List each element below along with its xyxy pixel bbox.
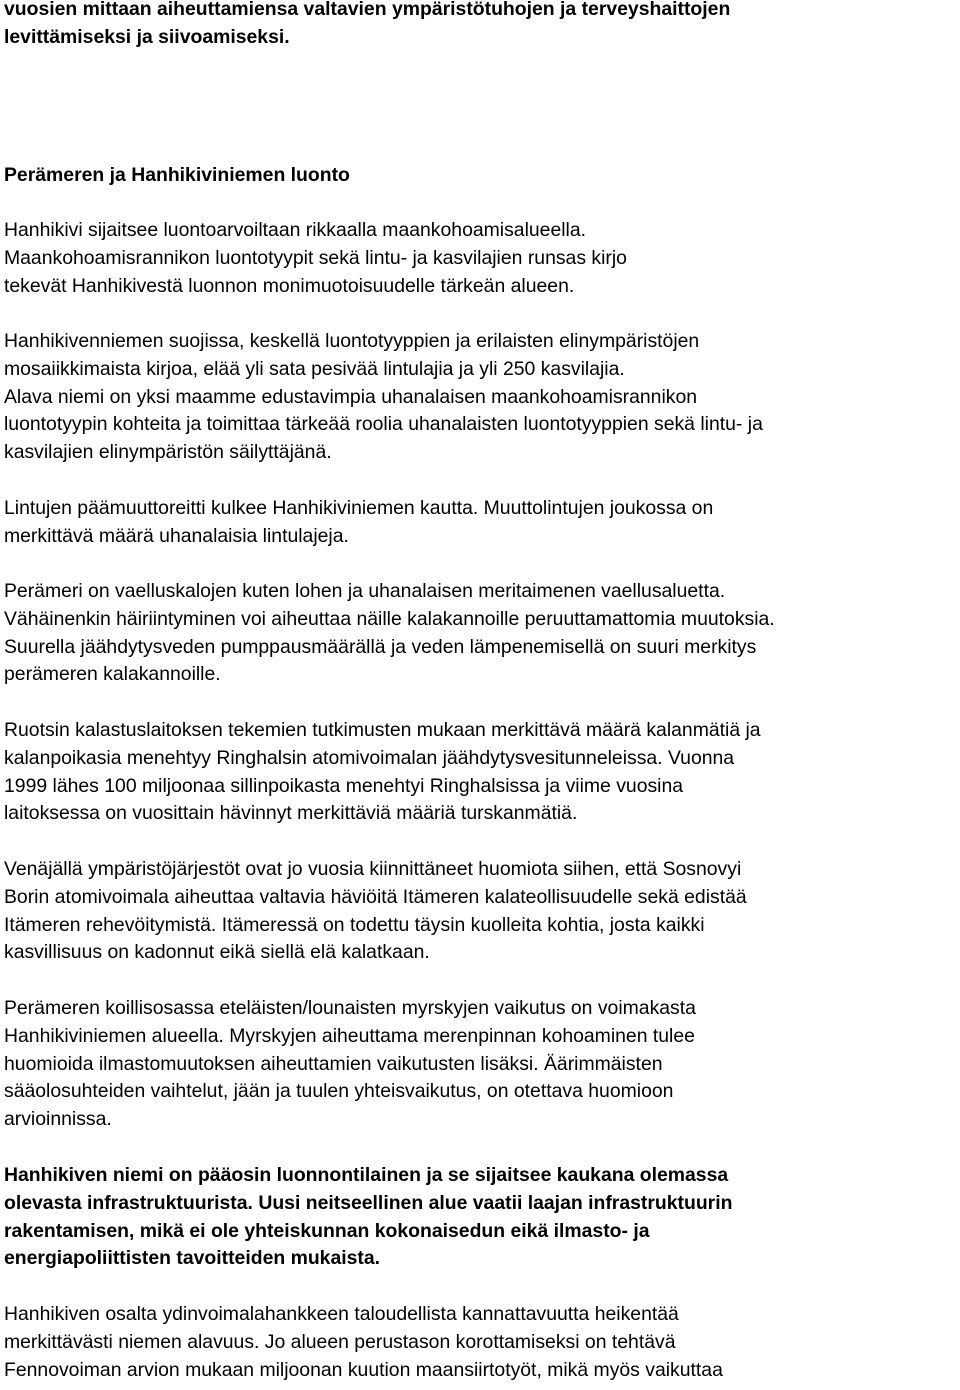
text-line: laitoksessa on vuosittain hävinnyt merkittäviä määriä turskanmätiä. [4, 802, 578, 825]
paragraph-5 [4, 717, 960, 828]
text-line: Ruotsin kalastuslaitoksen tekemien tutkimusten mukaan merkittävä määrä kalanmätiä ja [4, 719, 761, 741]
text-line: levittämiseksi ja siivoamiseksi. [4, 25, 290, 48]
text-line: Itämeren rehevöitymistä. Itämeressä on todettu täysin kuolleita kohtia, josta kaikki [4, 913, 705, 936]
text-line: Venäjällä ympäristöjärjestöt ovat jo vuosia kiinnittäneet huomiota siihen, että Sosnovyi [4, 858, 742, 880]
text-line: merkittävästi niemen alavuus. Jo alueen perustason korottamiseksi on tehtävä [4, 1330, 676, 1353]
text-line: luontotyypin kohteita ja toimittaa tärkeää roolia uhanalaisten luontotyyppien sekä lintu- ja [4, 413, 763, 436]
text-line: mosaiikkimaista kirjoa, elää yli sata pesivää lintulajia ja yli 250 kasvilajia. [4, 357, 625, 380]
text-line: perämeren kalakannoille. [4, 663, 221, 686]
text-line: Hanhikivi sijaitsee luontoarvoiltaan rikkaalla maankohoamisalueella. [4, 219, 587, 241]
text-line: 1999 lähes 100 miljoonaa sillinpoikasta menehtyi Ringhalsissa ja viime vuosina [4, 774, 684, 797]
section-heading [4, 162, 960, 190]
text-line: Hanhikiven osalta ydinvoimalahankkeen taloudellista kannattavuutta heikentää [4, 1303, 679, 1325]
text-line: Hanhikivenniemen suojissa, keskellä luontotyyppien ja erilaisten elinympäristöjen [4, 330, 700, 352]
text-line: huomioida ilmastomuutoksen aiheuttamien vaikutusten lisäksi. Äärimmäisten [4, 1052, 663, 1075]
text-line: Borin atomivoimala aiheuttaa valtavia häviöitä Itämeren kalateollisuudelle sekä edistää [4, 885, 747, 908]
text-line: Suurella jäähdytysveden pumppausmäärällä ja veden lämpenemisellä on suuri merkitys [4, 635, 757, 658]
text-line: vuosien mittaan aiheuttamiensa valtavien ympäristötuhojen ja terveyshaittojen [4, 0, 731, 20]
text-line: energiapoliittisten tavoitteiden mukaista. [4, 1247, 381, 1270]
paragraph-2 [4, 328, 960, 467]
text-line: sääolosuhteiden vaihtelut, jään ja tuulen yhteisvaikutus, on otettava huomioon [4, 1080, 674, 1103]
heading-text: Perämeren ja Hanhikiviniemen luonto [4, 164, 350, 186]
paragraph-1 [4, 217, 960, 300]
paragraph-8-bold [4, 1162, 960, 1273]
text-line: rakentamisen, mikä ei ole yhteiskunnan kokonaisedun eikä ilmasto- ja [4, 1219, 650, 1242]
text-line: Fennovoiman arvion mukaan miljoonan kuution maansiirtotyöt, mikä myös vaikuttaa [4, 1358, 723, 1381]
paragraph-3 [4, 495, 960, 551]
paragraph-4 [4, 578, 960, 689]
text-line: Maankohoamisrannikon luontotyypit sekä lintu- ja kasvilajien runsas kirjo [4, 246, 627, 269]
text-line: kasvillisuus on kadonnut eikä siellä elä kalatkaan. [4, 941, 430, 964]
text-line: merkittävä määrä uhanalaisia lintulajeja. [4, 524, 349, 547]
text-line: arvioinnissa. [4, 1108, 112, 1131]
text-line: Hanhikiviniemen alueella. Myrskyjen aiheuttama merenpinnan kohoaminen tulee [4, 1024, 695, 1047]
paragraph-9 [4, 1301, 960, 1384]
text-line: kasvilajien elinympäristön säilyttäjänä. [4, 441, 332, 464]
text-line: kalanpoikasia menehtyy Ringhalsin atomivoimalan jäähdytysvesitunneleissa. Vuonna [4, 746, 735, 769]
text-line: olevasta infrastruktuurista. Uusi neitseellinen alue vaatii laajan infrastruktuurin [4, 1191, 733, 1214]
text-line: tekevät Hanhikivestä luonnon monimuotoisuudelle tärkeän alueen. [4, 274, 575, 297]
text-line: Lintujen päämuuttoreitti kulkee Hanhikiviniemen kautta. Muuttolintujen joukossa on [4, 497, 714, 519]
text-line: Alava niemi on yksi maamme edustavimpia uhanalaisen maankohoamisrannikon [4, 385, 698, 408]
text-line: Perämeren koillisosassa eteläisten/lounaisten myrskyjen vaikutus on voimakasta [4, 997, 696, 1019]
paragraph-7 [4, 995, 960, 1134]
intro-paragraph [4, 0, 960, 52]
text-line: Hanhikiven niemi on pääosin luonnontilainen ja se sijaitsee kaukana olemassa [4, 1164, 729, 1186]
paragraph-6 [4, 856, 960, 967]
text-line: Vähäinenkin häiriintyminen voi aiheuttaa näille kalakannoille peruuttamattomia muutoksia. [4, 607, 775, 630]
text-line: Perämeri on vaelluskalojen kuten lohen ja uhanalaisen meritaimenen vaellusaluetta. [4, 580, 726, 602]
